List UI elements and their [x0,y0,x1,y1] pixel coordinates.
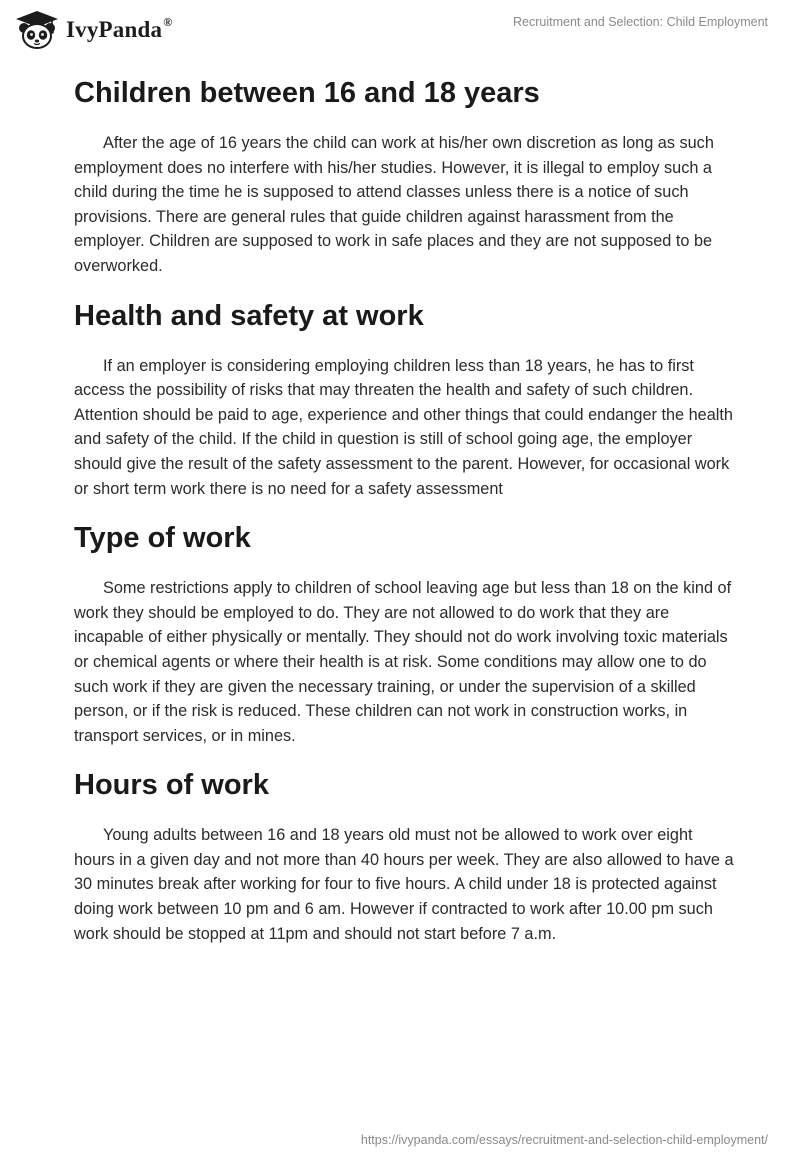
section-heading: Children between 16 and 18 years [74,77,540,109]
brand-name: IvyPanda® [66,15,173,42]
section-paragraph: If an employer is considering employing children less than 18 years, he has to first access the possibility of risks that may threaten the health and safety of such children. Attention should be paid to age, experience and other things that could endanger the health and safety of the child. If the child in question is still of school going age, the employer should give the result of the safety assessment to the parent. However, for occasional work or short term work there is no need for a safety assessment [74,356,733,498]
page-header [0,0,800,60]
running-title: Recruitment and Selection: Child Employment [513,15,768,29]
ivypanda-logo[interactable] [14,10,172,50]
panda-graduate-icon [14,10,60,50]
essay-body [74,70,734,946]
section-paragraph: Some restrictions apply to children of school leaving age but less than 18 on the kind of work they should be employed to do. They are not allowed to do work that they are incapable of either physically or mentally. They should not do work involving toxic materials or chemical agents or where their health is at risk. Some conditions may allow one to do such work if they are given the necessary training, or under the supervision of a skilled person, or if the risk is reduced. These children can not work in construction works, in transport services, or in mines. [74,579,732,745]
section-heading: Health and safety at work [74,299,424,332]
section-paragraph: Young adults between 16 and 18 years old must not be allowed to work over eight hours in a given day and not more than 40 hours per week. They are also allowed to have a 30 minutes break after working for four to five hours. A child under 18 is protected against doing work between 10 pm and 6 am. However if contracted to work after 10.00 pm such work should be stopped at 11pm and should not start before 7 a.m. [74,826,734,943]
section-heading: Type of work [74,522,251,555]
section-paragraph: After the age of 16 years the child can work at his/her own discretion as long as such employment does no interfere with his/her studies. However, it is illegal to employ such a child during the time he is supposed to attend classes unless there is a notice of such provisions. There are general rules that guide children against harassment from the employer. Children are supposed to work in safe places and they are not supposed to be overworked. [74,134,714,275]
section-heading: Hours of work [74,769,269,802]
source-url[interactable]: https://ivypanda.com/essays/recruitment-and-selection-child-employment/ [360,1133,768,1147]
